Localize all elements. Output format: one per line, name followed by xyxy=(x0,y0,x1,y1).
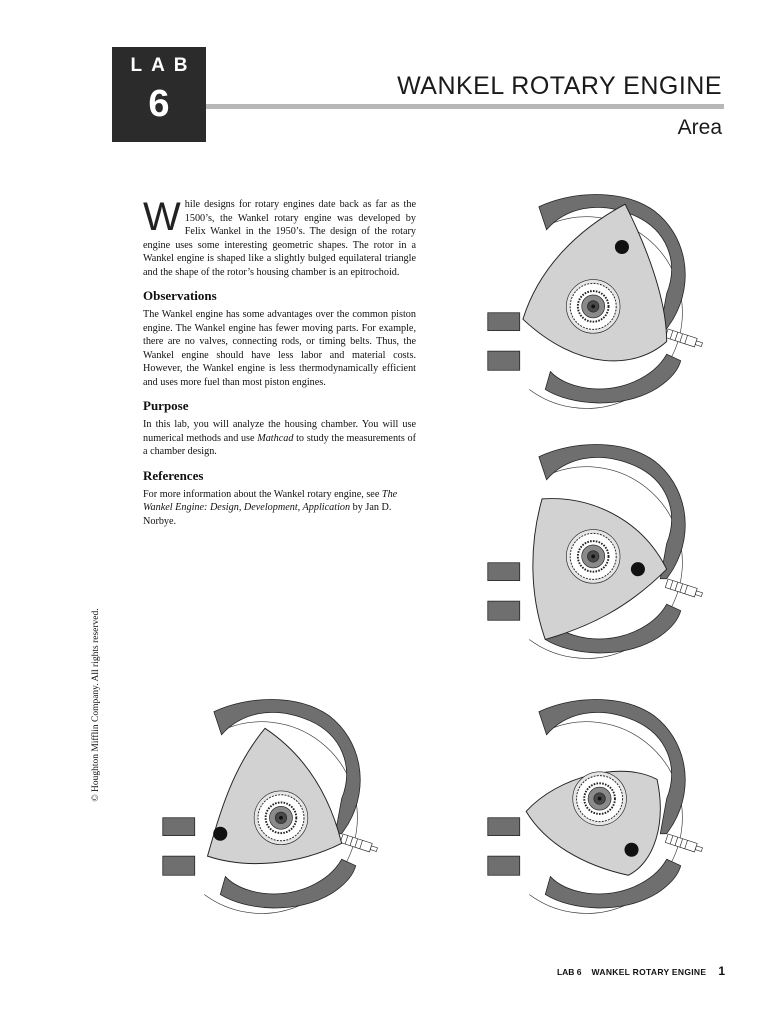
purpose-text-end: to study the measurements of a chamber design. xyxy=(143,432,416,457)
text-column xyxy=(143,195,416,528)
lab-number: 6 xyxy=(148,83,170,125)
references-text-end: by Jan D. Norbye. xyxy=(143,502,392,527)
lab-label: LAB xyxy=(130,55,197,76)
copyright-text: © Houghton Mifflin Company. All rights reserved. xyxy=(91,608,101,802)
copyright-note xyxy=(86,600,100,820)
intro-text: hile designs for rotary engines date back as far as the 1500’s, the Wankel rotary engine was developed by Felix Wankel in the 1950’s. The design of the rotary engine uses some interesting geometric shapes. The rotor in a Wankel engine is shaped like a slightly bulged equilateral triangle and the shape of the rotor’s housing chamber is an epitrochoid. xyxy=(143,199,416,278)
footer-title: WANKEL ROTARY ENGINE xyxy=(591,967,707,977)
page-subtitle: Area xyxy=(677,116,722,139)
references-text-start: For more information about the Wankel rotary engine, see xyxy=(143,488,382,500)
page-footer xyxy=(557,964,725,978)
title-divider xyxy=(206,104,724,109)
references-heading: References xyxy=(143,467,204,483)
lab-badge xyxy=(112,47,206,142)
footer-lab-label: LAB 6 xyxy=(556,967,582,977)
intro-paragraph xyxy=(143,195,416,279)
reference-book-title: The Wankel Engine: Design, Development, Application xyxy=(143,488,398,513)
engine-diagram-1 xyxy=(440,185,740,415)
purpose-text-start: In this lab, you will analyze the housing chamber. You will use numerical methods and use xyxy=(143,419,416,444)
observations-text: The Wankel engine has some advantages over the common piston engine. The Wankel engine has fewer moving parts. For example, there are no valves, connecting rods, or timing belts. Thus, the Wankel engine should have less labor and material costs. However, the Wankel engine is less thermodynamically efficient and uses more fuel than most piston engines. xyxy=(143,309,416,388)
references-text xyxy=(143,488,416,529)
page-number: 1 xyxy=(718,964,725,978)
engine-diagram-2 xyxy=(440,435,740,665)
purpose-text xyxy=(143,418,416,459)
purpose-heading: Purpose xyxy=(143,398,189,413)
engine-diagram-4 xyxy=(440,690,740,920)
drop-cap: W xyxy=(143,195,181,239)
purpose-software-name: Mathcad xyxy=(257,432,294,444)
page-title: WANKEL ROTARY ENGINE xyxy=(397,72,722,100)
observations-heading: Observations xyxy=(143,288,217,303)
engine-diagram-3 xyxy=(115,690,415,920)
